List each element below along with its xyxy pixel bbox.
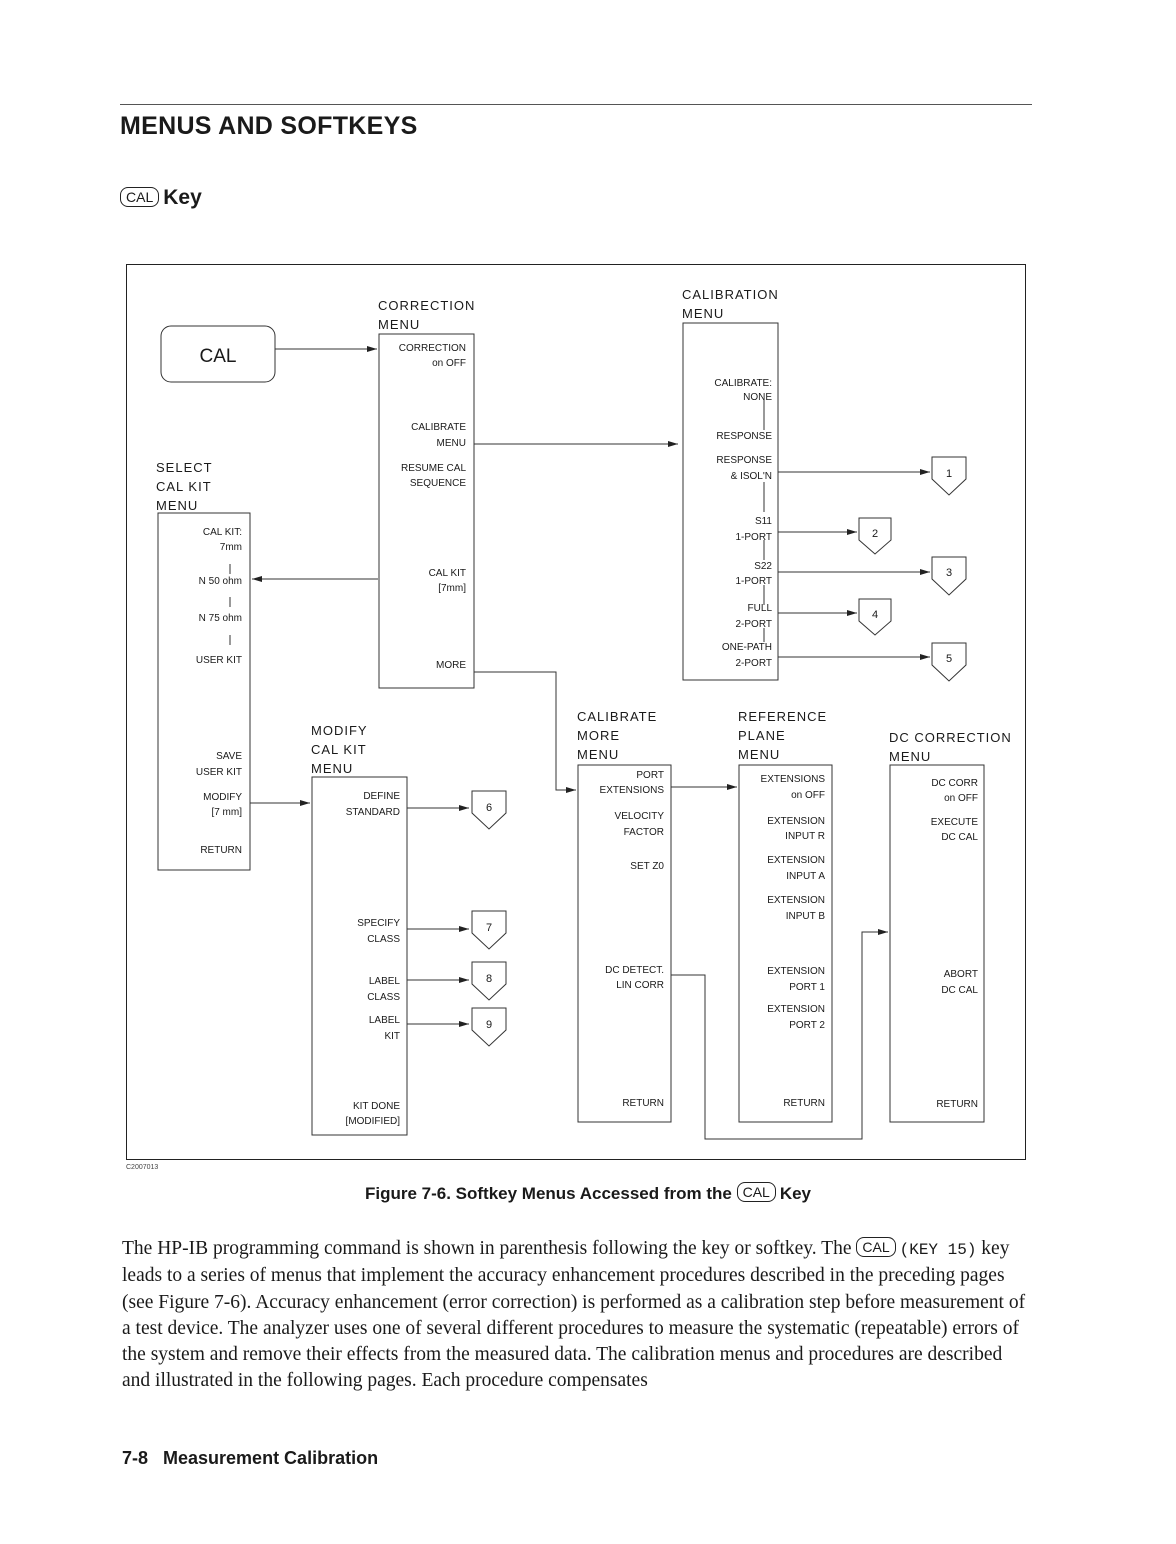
softkey-menu-figure: [126, 264, 1026, 1160]
softkey-port-extensions: PORT: [635, 769, 664, 781]
caption-suffix: Key: [779, 1184, 812, 1203]
select-cal-kit-title-2: CAL KIT: [155, 478, 212, 494]
softkey-more: MORE: [435, 659, 466, 671]
calibrate-more-title-2: MORE: [576, 727, 620, 743]
ref-callout-7: [472, 911, 506, 949]
softkey-dc-detect-2: LIN CORR: [615, 979, 664, 991]
softkey-full-2port: FULL: [747, 602, 772, 614]
softkey-ext-input-a-2: INPUT A: [785, 870, 825, 882]
svg-text:5: 5: [945, 652, 952, 665]
svg-text:7: 7: [485, 921, 492, 934]
figure-code: C2007013: [126, 1164, 159, 1171]
softkey-response-isoln-2: & ISOL'N: [730, 470, 772, 482]
ref-callout-4: [859, 599, 891, 635]
softkey-return-dc: RETURN: [935, 1098, 978, 1110]
modify-cal-kit-title-1: MODIFY: [310, 722, 368, 738]
softkey-one-path: ONE-PATH: [721, 641, 772, 653]
softkey-ext-input-r: EXTENSION: [766, 815, 825, 827]
softkey-modify-2: [7 mm]: [210, 806, 242, 818]
softkey-resume-cal-2: SEQUENCE: [409, 477, 466, 489]
calibration-menu-title-1: CALIBRATION: [681, 286, 779, 302]
page-footer: 7-8 Measurement Calibration: [122, 1448, 379, 1468]
modify-cal-kit-menu-box: [312, 777, 407, 1135]
softkey-define-standard: DEFINE: [362, 790, 400, 802]
softkey-ext-port-2-2: PORT 2: [788, 1019, 825, 1031]
softkey-save-user-kit-2: USER KIT: [195, 766, 242, 778]
cal-key-label: CAL: [199, 345, 236, 367]
softkey-ext-input-r-2: INPUT R: [784, 830, 825, 842]
softkey-cal-kit-status: CAL KIT:: [202, 526, 242, 538]
correction-menu-title-2: MENU: [377, 316, 420, 332]
softkey-return-ref: RETURN: [782, 1097, 825, 1109]
figure-caption: [0, 1182, 1176, 1204]
svg-text:6: 6: [485, 801, 492, 814]
softkey-dc-detect: DC DETECT.: [604, 964, 664, 976]
softkey-define-standard-2: STANDARD: [345, 806, 400, 818]
softkey-calibrate-status: CALIBRATE:: [713, 377, 772, 389]
section-heading-text: Key: [163, 186, 202, 209]
softkey-label-class: LABEL: [368, 975, 400, 987]
svg-text:2: 2: [871, 527, 878, 540]
dc-correction-title-1: DC CORRECTION: [888, 729, 1012, 745]
svg-text:8: 8: [485, 972, 492, 985]
softkey-label-kit: LABEL: [368, 1014, 400, 1026]
softkey-save-user-kit: SAVE: [215, 750, 242, 762]
softkey-cal-kit-2: [7mm]: [437, 582, 466, 594]
softkey-ext-input-a: EXTENSION: [766, 854, 825, 866]
ref-callout-5: [932, 643, 966, 681]
caption-prefix: Figure 7-6. Softkey Menus Accessed from the: [364, 1184, 732, 1203]
section-heading: [120, 186, 202, 210]
ref-callout-6: [472, 791, 506, 829]
modify-cal-kit-title-2: CAL KIT: [310, 741, 367, 757]
svg-text:9: 9: [485, 1018, 492, 1031]
softkey-abort-dc-cal-2: DC CAL: [940, 984, 978, 996]
softkey-calibrate-menu-2: MENU: [436, 437, 466, 449]
softkey-modify: MODIFY: [202, 791, 242, 803]
softkey-ext-port-1-2: PORT 1: [788, 981, 825, 993]
softkey-calibrate-menu: CALIBRATE: [410, 421, 466, 433]
softkey-specify-class: SPECIFY: [356, 917, 400, 929]
body-rest: key leads to a series of menus that implement the accuracy enhancement procedures described in the preceding pages (see Figure 7-6). Accuracy enhancement (error correction) is performed as a calibration step before measurement of a test device. The analyzer uses one of several different procedures to measure the systematic (repeatable) errors of the system and remove their effects from the measured data. The calibration menus and procedures are described and illustrated in the following pages. Each procedure compensates: [122, 1238, 1026, 1392]
body-hpib-code: (KEY 15): [899, 1241, 977, 1259]
ref-callout-3: [932, 557, 966, 595]
softkey-resume-cal: RESUME CAL: [400, 462, 466, 474]
softkey-ext-port-1: EXTENSION: [766, 965, 825, 977]
ref-callout-2: [859, 518, 891, 554]
calibration-menu-title-2: MENU: [681, 305, 724, 321]
softkey-response-isoln: RESPONSE: [715, 454, 772, 466]
softkey-label-kit-2: KIT: [383, 1030, 400, 1042]
ref-callout-8: [472, 962, 506, 1000]
softkey-menu-diagram: [126, 264, 1026, 1160]
correction-menu-box: [379, 334, 474, 688]
body-line-1: The HP-IB programming command is shown in parenthesis following the key or softkey. The: [122, 1238, 852, 1259]
softkey-s11: S11: [754, 515, 772, 527]
ref-callout-9: [472, 1008, 506, 1046]
dc-correction-title-2: MENU: [888, 748, 931, 764]
softkey-kit-done-2: [MODIFIED]: [345, 1115, 400, 1127]
softkey-port-extensions-2: EXTENSIONS: [599, 784, 664, 796]
softkey-dc-corr: DC CORR: [930, 777, 978, 789]
page-title: MENUS AND SOFTKEYS: [120, 112, 418, 140]
softkey-extensions-toggle-2: on OFF: [790, 789, 825, 801]
select-cal-kit-title-1: SELECT: [155, 459, 213, 475]
softkey-user-kit: USER KIT: [195, 654, 242, 666]
softkey-response: RESPONSE: [715, 430, 772, 442]
softkey-ext-port-2: EXTENSION: [766, 1003, 825, 1015]
softkey-correction: CORRECTION: [398, 342, 466, 354]
softkey-cal-kit: CAL KIT: [428, 567, 466, 579]
softkey-velocity-factor-2: FACTOR: [623, 826, 664, 838]
softkey-s11-2: 1-PORT: [735, 531, 772, 543]
body-paragraph: [122, 1236, 1032, 1395]
softkey-execute-dc-cal: EXECUTE: [930, 816, 978, 828]
softkey-specify-class-2: CLASS: [366, 933, 400, 945]
ref-callout-1: [932, 457, 966, 495]
calibrate-more-title-3: MENU: [576, 746, 619, 762]
softkey-label-class-2: CLASS: [366, 991, 400, 1003]
softkey-dc-corr-2: on OFF: [943, 792, 978, 804]
reference-plane-title-1: REFERENCE: [737, 708, 827, 724]
modify-cal-kit-title-3: MENU: [310, 760, 353, 776]
svg-text:1: 1: [945, 467, 952, 480]
body-cal-key: CAL: [856, 1237, 895, 1257]
calibrate-more-title-1: CALIBRATE: [576, 708, 657, 724]
select-cal-kit-title-3: MENU: [155, 497, 198, 513]
reference-plane-title-2: PLANE: [737, 727, 786, 743]
softkey-set-z0: SET Z0: [629, 860, 664, 872]
softkey-full-2port-2: 2-PORT: [735, 618, 772, 630]
softkey-n50: N 50 ohm: [198, 575, 242, 587]
svg-text:4: 4: [871, 608, 878, 621]
softkey-ext-input-b: EXTENSION: [766, 894, 825, 906]
correction-menu-title-1: CORRECTION: [377, 297, 475, 313]
softkey-s22: S22: [753, 560, 772, 572]
reference-plane-title-3: MENU: [737, 746, 780, 762]
softkey-kit-done: KIT DONE: [352, 1100, 400, 1112]
softkey-execute-dc-cal-2: DC CAL: [940, 831, 978, 843]
softkey-return-more: RETURN: [621, 1097, 664, 1109]
softkey-cal-kit-status-2: 7mm: [219, 541, 242, 553]
header-rule: [120, 104, 1032, 105]
softkey-s22-2: 1-PORT: [735, 575, 772, 587]
softkey-one-path-2: 2-PORT: [735, 657, 772, 669]
caption-cal-key: CAL: [737, 1182, 776, 1202]
softkey-ext-input-b-2: INPUT B: [785, 910, 825, 922]
cal-key-cap: CAL: [120, 187, 159, 207]
softkey-n75: N 75 ohm: [198, 612, 242, 624]
softkey-calibrate-status-2: NONE: [742, 391, 772, 403]
softkey-extensions-toggle: EXTENSIONS: [760, 773, 825, 785]
svg-text:3: 3: [945, 566, 952, 579]
softkey-return-select: RETURN: [199, 844, 242, 856]
softkey-abort-dc-cal: ABORT: [943, 968, 978, 980]
softkey-velocity-factor: VELOCITY: [614, 810, 664, 822]
softkey-correction-2: on OFF: [431, 357, 466, 369]
